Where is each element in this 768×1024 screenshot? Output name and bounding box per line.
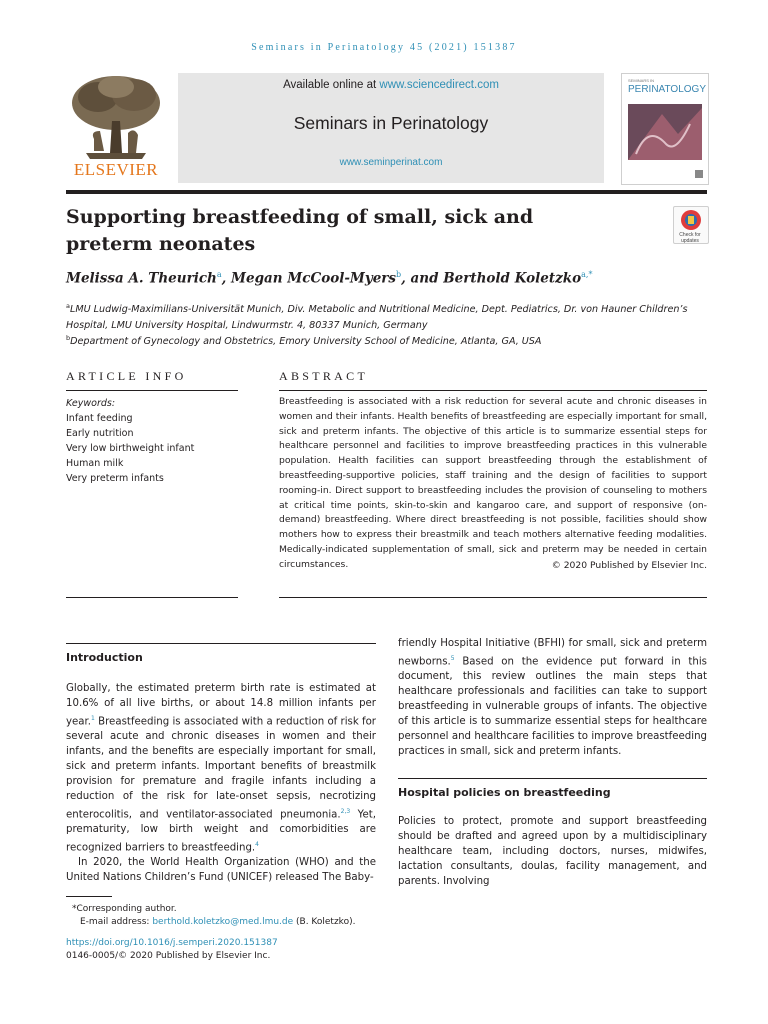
citation-link[interactable]: 4 xyxy=(255,840,259,848)
keyword: Infant feeding xyxy=(66,413,133,424)
right-column-body xyxy=(398,637,707,760)
affiliation-text: Department of Gynecology and Obstetrics, Emory University School of Medicine, Atlanta, GA, USA xyxy=(70,336,542,348)
abstract-heading: ABSTRACT xyxy=(279,369,369,383)
keyword: Very low birthweight infant xyxy=(66,443,195,454)
sciencedirect-link[interactable]: www.sciencedirect.com xyxy=(379,79,499,91)
article-info-rule xyxy=(66,390,238,391)
check-updates-icon xyxy=(674,207,708,233)
affiliation-a xyxy=(66,298,716,334)
intro-paragraph-2: In 2020, the World Health Organization (WHO) and the United Nations Children’s Fund (UNICEF) released The Baby- xyxy=(66,857,376,884)
affiliation-sup: a xyxy=(66,302,70,310)
doi-link[interactable]: https://doi.org/10.1016/j.semperi.2020.151387 xyxy=(66,938,278,948)
keyword: Human milk xyxy=(66,458,124,469)
citation-link[interactable]: 2,3 xyxy=(340,807,351,815)
author-separator: , xyxy=(221,270,232,287)
keywords-label: Keywords: xyxy=(66,398,116,409)
available-prefix: Available online at xyxy=(283,79,380,91)
abstract-copyright: © 2020 Published by Elsevier Inc. xyxy=(551,560,707,571)
elsevier-tree-icon xyxy=(66,73,166,161)
email-link[interactable]: berthold.koletzko@med.lmu.de xyxy=(152,917,294,927)
article-info-heading: ARTICLE INFO xyxy=(66,369,187,383)
affiliation-sup: b xyxy=(66,334,71,342)
journal-cover[interactable] xyxy=(621,73,709,185)
email-suffix: (B. Koletzko). xyxy=(293,917,356,927)
author-affil-sup[interactable]: a xyxy=(216,270,222,279)
introduction-heading: Introduction xyxy=(66,651,143,664)
author-name[interactable]: Melissa A. Theurich xyxy=(66,270,217,287)
available-online xyxy=(178,79,604,91)
cover-title: PERINATOLOGY xyxy=(628,84,706,95)
abstract-text: Breastfeeding is associated with a risk reduction for several acute and chronic diseases in women and their infants. Health benefits of breastfeeding are especially important for small, sick and preterm infants. The objective of this article is to summarize essential steps for healthcare personnel and facilities to improve breastfeeding practices in this vulnerable population. Health facilities can support breastfeeding through the establishment of breastfeeding-supportive policies, staff training and the design of facilities to support rooming-in. Direct support to breastfeeding includes the provision of counseling to mothers at critical time points, skin-to-skin and kangaroo care, and support of responsive (on-demand) breastfeeding. Where direct breastfeeding is not possible, facilities should show mothers how to express their breastmilk and teach mothers alternative feeding modalities. Medically-indicated supplementation of small, sick and preterm may be needed in certain circumstances. xyxy=(279,396,707,570)
elsevier-wordmark: ELSEVIER xyxy=(73,160,159,179)
author-name[interactable]: Megan McCool-Myers xyxy=(231,270,397,287)
affiliation-text: LMU Ludwig-Maximilians-Universität Munich, Div. Metabolic and Nutritional Medicine, Dept. Pediatrics, Dr. von Hauner Children’s Hospital, LMU University Hospital, Lindwurmstr. 4, 80337 Munich, Germany xyxy=(66,304,688,332)
journal-citation: Seminars in Perinatology 45 (2021) 151387 xyxy=(251,42,517,53)
author-affil-sup[interactable]: b xyxy=(396,270,402,279)
check-updates-label: Check for updates xyxy=(679,232,701,244)
hospital-policies-heading: Hospital policies on breastfeeding xyxy=(398,786,611,799)
intro-text: Yet, prematurity, low birth weight and comorbidities are recognized barriers to breastfeeding. xyxy=(66,809,376,854)
author-name[interactable]: Berthold Koletzko xyxy=(443,270,582,287)
intro-text: Breastfeeding is associated with a reduction of risk for several acute and chronic diseases in women and their infants, and the benefits are especially important for small, sick and preterm infants. Important benefits of breastmilk provision for premature and fragile infants including a reduction of the risk for late-onset sepsis, necrotizing enterocolitis, and ventilator-associated pneumonia. xyxy=(66,716,376,821)
cover-subtitle: SEMINARS IN xyxy=(628,78,655,83)
keyword: Early nutrition xyxy=(66,428,134,439)
journal-name: Seminars in Perinatology xyxy=(293,113,489,133)
abstract-rule xyxy=(279,390,707,391)
header-rule xyxy=(66,190,707,194)
intro-rule xyxy=(66,643,376,644)
policies-rule xyxy=(398,778,707,779)
abstract-bottom-rule xyxy=(279,597,707,598)
citation-link[interactable]: 5 xyxy=(450,654,455,662)
author-affil-sup[interactable]: a,* xyxy=(581,270,593,279)
author-list xyxy=(66,270,592,287)
cover-elsevier-icon xyxy=(694,169,704,179)
article-title: Supporting breastfeeding of small, sick and preterm neonates xyxy=(66,206,534,255)
citation-link[interactable]: 1 xyxy=(91,714,95,722)
intro-text: Globally, the estimated preterm birth rate is estimated at 10.6% of all live births, or about 14.8 million infants per year. xyxy=(66,683,376,728)
hospital-policies-body: Policies to protect, promote and support breastfeeding should be drafted and agreed upon by a multidisciplinary healthcare team, including doctors, nurses, midwifes, lactation consultants, doulas, facility management, and parents. Involving xyxy=(398,816,707,887)
author-separator: , and xyxy=(401,270,444,287)
article-info-bottom-rule xyxy=(66,597,238,598)
email-label: E-mail address: xyxy=(80,917,153,927)
corresponding-author-note: *Corresponding author. xyxy=(72,904,177,914)
right-text: friendly Hospital Initiative (BFHI) for small, sick and preterm newborns. xyxy=(398,638,707,668)
keyword: Very preterm infants xyxy=(66,473,164,484)
issn-line: 0146-0005/© 2020 Published by Elsevier Inc. xyxy=(66,951,271,961)
footnote-rule xyxy=(66,896,112,897)
introduction-body xyxy=(66,682,376,886)
email-line xyxy=(80,916,355,929)
journal-url-link[interactable]: www.seminperinat.com xyxy=(339,157,443,168)
cover-image-icon xyxy=(622,104,708,166)
affiliation-b xyxy=(66,330,716,350)
right-text: Based on the evidence put forward in this document, this review outlines the main steps that healthcare professionals and facilities can take to support breastfeeding in vulnerable groups of infants. The objective of this article is to summarize essential steps for healthcare personnel and healthcare facilities to improve breastfeeding practices in small, sick and preterm infants. xyxy=(398,656,707,757)
